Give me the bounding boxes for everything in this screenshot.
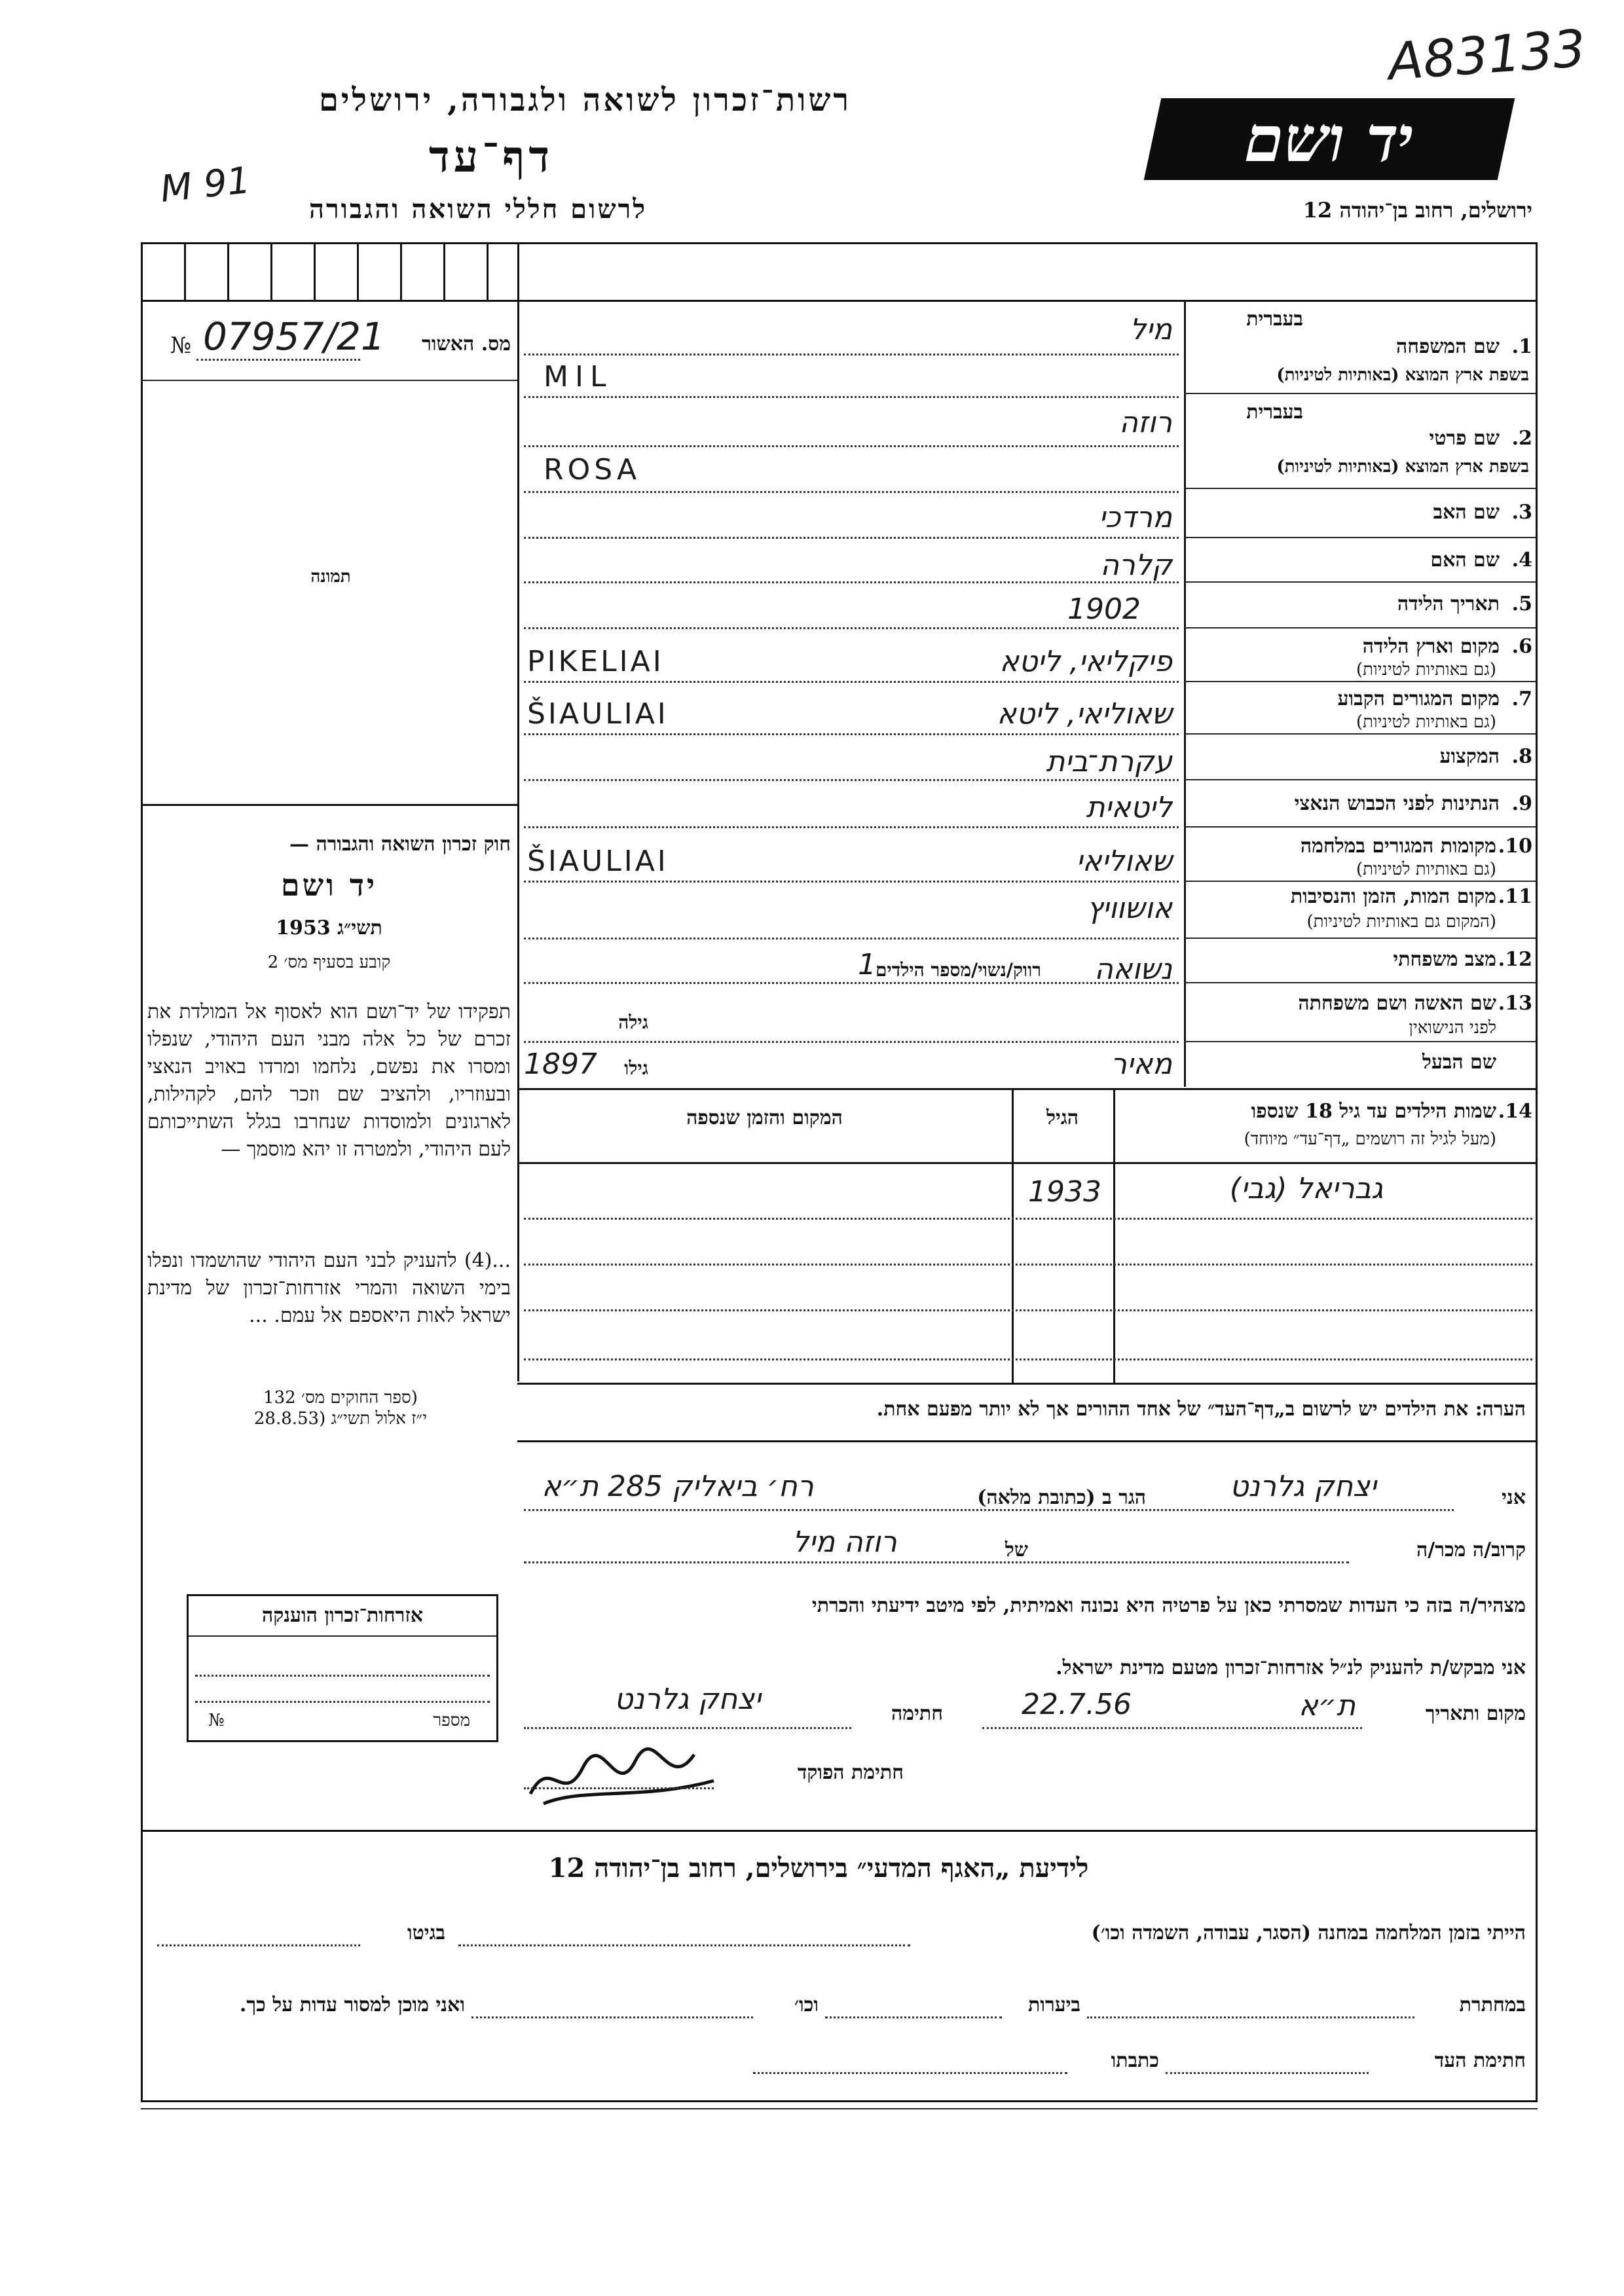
footer-address-label: כתבתו: [1111, 2049, 1159, 2072]
fields-bottom: [517, 1088, 1536, 1090]
footer-witness-signature-label: חתימת העד: [1434, 2049, 1526, 2072]
authority-name: רשות־זכרון לשואה ולגבורה, ירושלים: [318, 82, 851, 118]
children-col-divider-2: [1113, 1088, 1115, 1383]
citizenship-title: אזרחות־זכרון הוענקה: [261, 1604, 424, 1627]
box-cell: [443, 244, 489, 301]
footer-line: [471, 2016, 753, 2018]
note-bottom: [517, 1440, 1536, 1442]
field-13-num: 13.: [1498, 992, 1532, 1015]
decl-signature: יצחק גלרנט: [614, 1683, 762, 1716]
field-13-sub: לפני הנישואין: [1409, 1018, 1496, 1038]
footer-line: [753, 2072, 1067, 2074]
box-cell: [141, 244, 186, 301]
value-line: [524, 733, 1179, 735]
footer-line: [825, 2016, 1002, 2018]
field-8-label: המקצוע: [1439, 745, 1500, 768]
officer-signature-scribble: [524, 1741, 720, 1813]
box-cell: [184, 244, 229, 301]
label-hebrew-1: בעברית: [1246, 308, 1303, 331]
no-symbol: №: [170, 333, 192, 359]
field-13-label: שם האשה ושם משפחתה: [1298, 992, 1496, 1015]
field-12-num: 12.: [1498, 948, 1532, 971]
form-title: דף־עד: [428, 131, 554, 182]
value-line: [524, 826, 1179, 828]
field-11-num: 11.: [1498, 885, 1532, 908]
value-line: [524, 581, 1179, 583]
officer-signature: [524, 1741, 720, 1813]
field-1-sub: בשפת ארץ המוצא (באותיות לטיניות): [1276, 365, 1529, 385]
value-line: [524, 354, 1179, 355]
field-5-divider: [1184, 627, 1536, 629]
value-line: [524, 681, 1179, 683]
value-line: [524, 396, 1179, 398]
decl-relation-of-label: של: [1005, 1539, 1028, 1561]
field-3-value: מרדכי: [1099, 501, 1172, 534]
label-column-divider: [1184, 301, 1186, 1087]
note: הערה: את הילדים יש לרשום ב„דף־העד״ של אחד ההורים אך לא יותר מפעם אחת.: [876, 1398, 1526, 1421]
footer-camp-label: הייתי בזמן המלחמה במחנה (הסגר, עבודה, השמדה וכו׳): [1091, 1922, 1526, 1944]
field-1-num: 1.: [1511, 335, 1532, 358]
frame-right: [1536, 242, 1538, 2102]
citizenship-line: [189, 1635, 496, 1637]
children-col-divider-1: [1012, 1088, 1014, 1383]
footer-line: [458, 1944, 910, 1946]
husband-age-value: 1897: [524, 1048, 597, 1081]
frame-bottom: [141, 2100, 1538, 2102]
form-subtitle: לרשום חללי השואה והגבורה: [308, 194, 648, 225]
field-6-value-latin: PIKELIAI: [527, 645, 664, 678]
value-line: [524, 982, 1179, 984]
field-4-label: שם האם: [1430, 549, 1500, 572]
footer-underground-label: במחתרת: [1459, 1994, 1526, 2016]
value-line: [524, 779, 1179, 781]
law-text-2: ...(4) להעניק לבני העם היהודי שהושמדו ונפלו בימי השואה והמרי אזרחות־זכרון של מדינת ישראל לאות היאספם אל עמם. ...: [147, 1249, 511, 1327]
field-2-value-hebrew: רוזה: [1119, 406, 1172, 439]
citizenship-dotline: [195, 1675, 490, 1677]
husband-age-label: גילו: [624, 1057, 648, 1079]
child-age-1: 1933: [1028, 1175, 1101, 1209]
decl-date: 22.7.56: [1022, 1688, 1132, 1721]
left-column-divider: [517, 242, 519, 1381]
field-6-label: מקום וארץ הלידה: [1362, 635, 1500, 658]
field-9-num: 9.: [1511, 792, 1532, 815]
law-year: תשי״ג 1953: [276, 917, 382, 939]
law-source: (ספר החוקים מס׳ 132: [263, 1388, 418, 1408]
citizenship-box: [187, 1594, 498, 1742]
footer-top: [141, 1830, 1536, 1832]
value-line: [524, 445, 1179, 447]
frame-left: [141, 242, 143, 2102]
address: ירושלים, רחוב בן־יהודה 12: [1302, 198, 1532, 223]
field-11-divider: [1184, 938, 1536, 939]
field-11-label: מקום המות, הזמן והנסיבות: [1290, 885, 1496, 908]
field-12-label: מצב משפחתי: [1393, 948, 1496, 971]
citizenship-number-label: מספר: [433, 1711, 470, 1730]
field-5-label: תאריך הלידה: [1397, 592, 1500, 615]
children-count-label: רווק/נשוי/מספר הילדים: [875, 959, 1041, 981]
footer-etc-label: וכו׳: [794, 1994, 819, 2016]
children-row-line: [524, 1358, 1532, 1360]
field-4-value: קלרה: [1100, 549, 1172, 582]
law-name: יד ושם: [280, 867, 378, 903]
field-2-value-latin: ROSA: [544, 453, 641, 486]
field-10-value-latin: ŠIAULIAI: [527, 845, 669, 878]
field-11-sub: (המקום גם באותיות לטיניות): [1306, 912, 1496, 932]
handwritten-code: M 91: [158, 158, 253, 211]
field-8-value: עקרת־בית: [1046, 745, 1172, 778]
value-line: [524, 938, 1179, 939]
field-7-sub: (גם באותיות לטיניות): [1356, 712, 1496, 732]
field-10-value-hebrew: שאוליאי: [1076, 845, 1172, 878]
children-num: 14.: [1498, 1100, 1532, 1123]
footer-line: [1087, 2016, 1414, 2018]
children-row-line: [524, 1264, 1532, 1266]
decl-line: [524, 1787, 714, 1789]
decl-line: [524, 1509, 1454, 1511]
field-9-label: הנתינות לפני הכבוש הנאצי: [1294, 792, 1500, 815]
label-hebrew-2: בעברית: [1246, 401, 1303, 424]
field-13-divider: [1184, 1041, 1536, 1042]
field-6-num: 6.: [1511, 635, 1532, 658]
field-9-divider: [1184, 826, 1536, 828]
children-col-place: המקום והזמן שנספה: [686, 1106, 843, 1129]
archive-number: A83133: [1386, 19, 1588, 92]
footer-title: לידיעת „האגף המדעי״ בירושלים, רחוב בן־יהודה 12: [548, 1853, 1089, 1884]
footer-line: [157, 1944, 360, 1946]
decl-address: רח׳ ביאליק 285 ת״א: [542, 1470, 814, 1503]
field-6-value-hebrew: פיקליאי, ליטא: [999, 645, 1172, 678]
field-2-num: 2.: [1511, 427, 1532, 450]
decl-place: ת״א: [1299, 1689, 1356, 1722]
field-6-divider: [1184, 681, 1536, 682]
children-header-bottom: [517, 1162, 1536, 1164]
wife-age-label: גילה: [618, 1011, 648, 1033]
field-1-value-hebrew: מיל: [1130, 313, 1172, 346]
cert-number: 07957/21: [203, 314, 385, 359]
children-row-line: [524, 1218, 1532, 1220]
field-7-num: 7.: [1511, 687, 1532, 710]
field-2-divider: [1184, 488, 1536, 489]
field-10-label: מקומות המגורים במלחמה: [1300, 835, 1496, 858]
field-4-divider: [1184, 581, 1536, 583]
logo-text: יד ושם: [1237, 102, 1422, 176]
field-10-num: 10.: [1498, 835, 1532, 858]
decl-line4: אני מבקש/ת להעניק לנ״ל אזרחות־זכרון מטעם מדינת ישראל.: [1056, 1656, 1526, 1679]
field-1-divider: [1184, 393, 1536, 394]
cert-label: מס. האשור: [422, 333, 511, 355]
frame-bottom-2: [141, 2108, 1538, 2109]
decl-place-date-label: מקום ותאריך: [1425, 1702, 1526, 1725]
field-10-sub: (גם באותיות לטיניות): [1356, 860, 1496, 879]
field-10-divider: [1184, 881, 1536, 882]
citizenship-no-symbol: №: [208, 1711, 225, 1730]
declarant-name: יצחק גלרנט: [1229, 1470, 1377, 1503]
field-8-divider: [1184, 779, 1536, 780]
children-col-age: הגיל: [1046, 1106, 1079, 1129]
law-date: י״ז אלול תשי״ג (28.8.53: [253, 1409, 428, 1429]
value-line: [524, 627, 1179, 629]
footer-forests-label: ביערות: [1027, 1994, 1080, 2016]
decl-line: [524, 1727, 851, 1729]
photo-bottom: [141, 804, 517, 806]
value-line: [524, 491, 1179, 493]
field-6-sub: (גם באותיות לטיניות): [1356, 660, 1496, 680]
children-table-bottom: [517, 1383, 1536, 1385]
decl-line3: מצהיר/ה בזה כי העדות שמסרתי כאן על פרטיה היא נכונה ואמיתית, לפי מיטב ידיעתי והכרתי: [811, 1594, 1526, 1617]
citizenship-dotline: [195, 1701, 490, 1703]
decl-officer-label: חתימת הפוקד: [797, 1761, 904, 1784]
law-title: חוק זכרון השואה והגבורה —: [289, 833, 511, 856]
decl-relation-of: רוזה מיל: [792, 1525, 897, 1559]
children-subtitle: (מעל לגיל זה רושמים „דף־עד״ מיוחד): [1244, 1129, 1496, 1149]
field-3-divider: [1184, 537, 1536, 538]
box-cell: [357, 244, 402, 301]
photo-label: תמונה: [310, 567, 351, 587]
children-row-line: [524, 1309, 1532, 1311]
box-cell: [227, 244, 272, 301]
husband-name-value: מאיר: [1111, 1048, 1172, 1081]
field-2-sub: בשפת ארץ המוצא (באותיות לטיניות): [1276, 457, 1529, 477]
boxes-bottom: [141, 300, 1536, 302]
field-12-value: נשואה: [1094, 953, 1172, 986]
field-7-value-hebrew: שאוליאי, ליטא: [997, 697, 1172, 731]
field-1-value-latin: MIL: [544, 360, 613, 393]
value-line: [524, 1041, 1179, 1043]
decl-relation-label: קרוב/ה מכר/ה: [1416, 1539, 1526, 1561]
footer-willing-label: ואני מוכן למסור עדות על כך.: [239, 1994, 465, 2016]
footer-line: [1166, 2072, 1369, 2074]
field-9-value: ליטאית: [1086, 791, 1172, 824]
field-11-value: אושוויץ: [1086, 892, 1172, 925]
law-text: תפקידו של יד־ושם הוא לאסוף אל המולדת את זכרם של כל אלה מבני העם היהודי, שנפלו ומסרו את נפשם, נלחמו ומרדו באויב הנאצי ובעוזריו, ולהציב שם וזכר להם, לקהילות, לארגונים ולמוסדות שנחרבו בגלל השתייכותם לעם היהודי, ולמטרה זו יהא מוסמך —: [147, 1000, 511, 1161]
value-line: [524, 537, 1179, 539]
value-line: [524, 881, 1179, 883]
box-cell: [270, 244, 316, 301]
field-4-num: 4.: [1511, 549, 1532, 572]
field-2-label: שם פרטי: [1429, 427, 1500, 450]
field-8-num: 8.: [1511, 745, 1532, 768]
law-clause: קובע בסעיף מס׳ 2: [267, 953, 391, 972]
footer-ghetto-label: בגיטו: [407, 1922, 445, 1944]
field-3-label: שם האב: [1433, 501, 1500, 524]
photo-top: [141, 380, 517, 381]
child-name-1: גבריאל (גבי): [1229, 1172, 1384, 1205]
field-5-value: 1902: [1067, 592, 1141, 626]
children-count-value: 1: [858, 948, 876, 981]
decl-line: [982, 1727, 1362, 1729]
decl-prefix: אני: [1502, 1486, 1526, 1509]
field-12-divider: [1184, 982, 1536, 983]
yad-vashem-logo: [1144, 98, 1515, 180]
field-7-divider: [1184, 733, 1536, 735]
field-3-num: 3.: [1511, 501, 1532, 524]
box-cell: [400, 244, 445, 301]
decl-address-label: הגר ב (כתובת מלאה): [977, 1486, 1146, 1509]
cert-dotline: [196, 359, 360, 361]
field-5-num: 5.: [1511, 592, 1532, 615]
decl-signature-label: חתימה: [891, 1702, 943, 1725]
field-7-label: מקום המגורים הקבוע: [1337, 687, 1500, 710]
box-cell: [314, 244, 359, 301]
decl-line: [524, 1561, 1349, 1563]
children-title: שמות הילדים עד גיל 18 שנספו: [1251, 1100, 1496, 1123]
field-7-value-latin: ŠIAULIAI: [527, 697, 669, 731]
field-husband-label: שם הבעל: [1422, 1051, 1496, 1074]
field-1-label: שם המשפחה: [1395, 335, 1500, 358]
